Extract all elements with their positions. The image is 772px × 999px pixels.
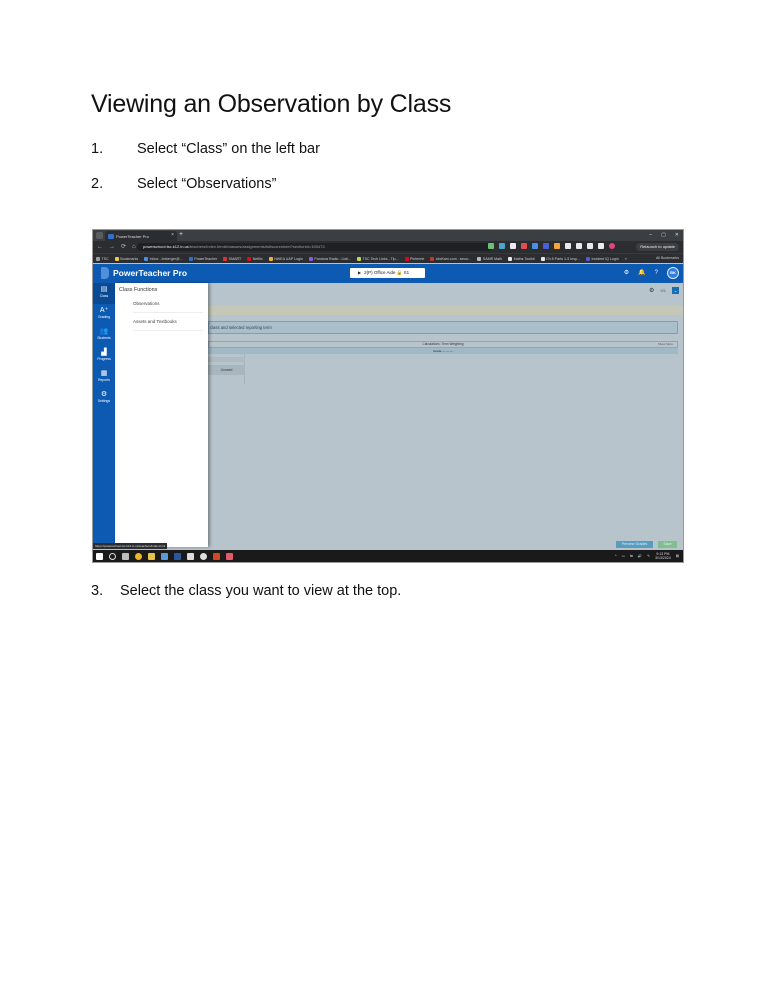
bookmark[interactable] [269, 257, 303, 261]
word-icon[interactable] [174, 553, 181, 560]
url-host: powerschool.tsc.k12.in.us [143, 244, 189, 249]
step-text: Select the class you want to view at the top. [120, 583, 402, 599]
class-selector[interactable] [350, 268, 425, 278]
flyout-title: Class Functions [119, 287, 158, 293]
powerteacher-favicon-icon [108, 234, 114, 239]
sidebar-item-label: Settings [97, 399, 111, 403]
reload-icon[interactable]: ⟳ [121, 244, 127, 250]
windows-start-icon[interactable] [96, 553, 103, 560]
calculation-bar [208, 341, 678, 348]
app-header [93, 264, 683, 283]
date: 3/13/2024 [655, 556, 671, 560]
show-more-link[interactable]: Show More [657, 342, 673, 346]
play-icon: ▶ [358, 270, 362, 275]
bookmark[interactable] [405, 257, 425, 261]
notification-icon[interactable]: ▤ [675, 554, 679, 558]
minimize-icon[interactable]: – [649, 232, 653, 238]
tab-search-icon[interactable] [96, 232, 103, 239]
bookmark[interactable] [96, 257, 109, 261]
class-selector-value: 2(P) Office Aide [364, 270, 396, 275]
document-icon [541, 257, 545, 261]
extension-icon[interactable] [576, 243, 582, 249]
notice-bar [208, 306, 684, 315]
panel-label: Unused [208, 365, 245, 375]
bookmark-label: Netflix [252, 256, 263, 261]
bookmark-label: TSC [101, 256, 109, 261]
sidebar-item-progress[interactable] [93, 346, 115, 367]
grading-icon: A⁺ [99, 307, 109, 314]
bookmark-label: Incident IQ Login [591, 256, 619, 261]
step-number: 2. [91, 176, 104, 192]
gear-icon: ⚙ [100, 391, 108, 398]
tab-title: PowerTeacher Pro [116, 233, 149, 239]
sidebar-item-label: Class [99, 294, 109, 298]
main-content-overlay [208, 283, 684, 548]
system-tray [615, 552, 679, 560]
chrome-icon[interactable] [135, 553, 142, 560]
bookmark[interactable] [115, 257, 138, 261]
snipping-tool-icon[interactable] [226, 553, 233, 560]
bookmark-label: Bookmarks [120, 256, 139, 261]
pandora-icon [309, 257, 313, 261]
file-explorer-icon[interactable] [148, 553, 155, 560]
extension-icon[interactable] [587, 243, 593, 249]
home-icon[interactable]: ⌂ [132, 244, 136, 250]
settings-icon[interactable]: ⚙ [623, 270, 630, 276]
sidebar-item-label: Progress [97, 357, 111, 361]
bookmark-icon [477, 257, 481, 261]
chevron-down-icon[interactable]: ⌄ [673, 288, 678, 293]
calculator-icon[interactable] [187, 553, 194, 560]
link-icon [357, 257, 361, 261]
bookmark-icon [430, 257, 434, 261]
app-sidebar [93, 283, 115, 548]
grade-header: Grade — — — [208, 348, 678, 354]
bookmark-label: SMART [228, 256, 242, 261]
bookmark-label: Ch 8 Parts 1-5 Insp... [546, 256, 581, 261]
bookmark-label: SAMR Math [482, 256, 503, 261]
smart-icon [223, 257, 227, 261]
sidebar-item-label: Students [97, 336, 111, 340]
extension-icon[interactable] [488, 243, 494, 249]
extension-icon[interactable] [510, 243, 516, 249]
task-view-icon[interactable] [122, 553, 129, 560]
star-icon [115, 257, 119, 261]
notifications-bell-icon[interactable]: 🔔 [638, 270, 646, 276]
grade-panel [208, 354, 245, 384]
powerteacher-icon [189, 257, 193, 261]
bookmark[interactable] [189, 257, 217, 261]
pen-icon[interactable]: ✎ [647, 554, 651, 558]
app-title: PowerTeacher Pro [113, 268, 188, 278]
progress-chart-icon: ▟ [101, 349, 107, 356]
all-bookmarks-button[interactable]: All Bookmarks [656, 256, 679, 260]
bookmark-label: Inbox - bnberger@... [149, 256, 183, 261]
sidebar-item-students[interactable] [93, 325, 115, 346]
lock-icon: 🔒 [396, 270, 404, 275]
close-window-icon[interactable]: ✕ [674, 232, 679, 238]
extension-icon[interactable] [521, 243, 527, 249]
address-bar[interactable] [137, 243, 492, 251]
bookmark-label: Pandora Radio - Listi... [314, 256, 351, 261]
time: 9:13 PM [656, 552, 670, 556]
calculation-label: Calculations: Term Weighting [422, 342, 464, 346]
extension-icon[interactable] [565, 243, 571, 249]
sidebar-item-label: Grading [97, 315, 111, 319]
preview-grades-button[interactable]: Preview Grades [616, 541, 653, 548]
bookmark[interactable] [357, 257, 399, 261]
sidebar-item-class[interactable] [93, 283, 115, 304]
bookmark[interactable] [541, 257, 580, 261]
bookmark[interactable] [144, 257, 183, 261]
extension-icon[interactable] [532, 243, 538, 249]
bookmark[interactable] [223, 257, 241, 261]
relaunch-to-update-button[interactable]: Relaunch to update [636, 243, 679, 251]
bookmark-label: NWEA UAP Login [274, 256, 303, 261]
extension-icons [488, 243, 615, 249]
forward-icon[interactable]: → [109, 244, 115, 250]
browser-tab-strip [93, 230, 683, 241]
network-icon[interactable]: ⇆ [629, 554, 633, 558]
class-icon: ▤ [100, 286, 108, 293]
sidebar-item-label: Reports [98, 378, 110, 382]
bookmark-label: TSC Tech Links - Tip... [362, 256, 399, 261]
clock[interactable] [655, 552, 671, 560]
back-icon[interactable]: ← [97, 244, 103, 250]
folder-icon [96, 257, 100, 261]
help-icon[interactable]: ? [654, 270, 658, 276]
sidebar-item-grading[interactable] [93, 304, 115, 325]
panel-row [208, 357, 245, 362]
user-avatar[interactable]: BK [667, 267, 679, 279]
browser-tab[interactable] [105, 231, 177, 241]
bookmark[interactable] [477, 257, 502, 261]
tray-overflow-icon[interactable]: ^ [614, 554, 617, 558]
extension-icon[interactable] [543, 243, 549, 249]
extension-icon[interactable] [554, 243, 560, 249]
students-icon: 👥 [99, 328, 109, 335]
bookmark-label: abcKam.com : secur... [435, 256, 472, 261]
bookmark[interactable] [309, 257, 351, 261]
menu-item-assets-and-textbooks[interactable]: Assets and Textbooks [133, 319, 203, 331]
toolbar-count: 0/1 [660, 288, 666, 293]
status-bar-url: https://powerschool.tsc.k12.in.us/teachers/index.html [95, 544, 166, 548]
save-button[interactable]: Save [658, 541, 677, 548]
mail-icon [144, 257, 148, 261]
reports-icon: ▦ [100, 370, 108, 377]
document-title: Viewing an Observation by Class [91, 90, 452, 118]
bookmarks-bar [93, 253, 683, 263]
powerteacher-logo-icon [101, 267, 109, 279]
profile-icon[interactable] [609, 243, 615, 249]
sidebar-item-settings[interactable] [93, 388, 115, 409]
bookmark[interactable] [586, 257, 619, 261]
bookmark-label: Maths Toolkit [513, 256, 535, 261]
bookmarks-overflow[interactable]: » [624, 256, 627, 261]
menu-item-observations[interactable]: Observations [133, 301, 203, 313]
info-message: class and selected reporting term [208, 321, 678, 334]
class-functions-flyout [115, 283, 208, 547]
nwea-icon [269, 257, 273, 261]
bookmark-label: Pinterest [410, 256, 425, 261]
search-icon[interactable] [109, 553, 116, 560]
app-icon[interactable] [161, 553, 168, 560]
bookmark[interactable] [508, 257, 534, 261]
url-path: /teachers/index.html#/classes/assignments/fullscoresheet?sectionId=155473 [188, 244, 325, 249]
netflix-icon [247, 257, 251, 261]
step-text: Select “Observations” [137, 176, 277, 192]
pinterest-icon [405, 257, 409, 261]
powerpoint-icon[interactable] [213, 553, 220, 560]
app-icon[interactable] [200, 553, 207, 560]
battery-icon[interactable]: ▭ [621, 554, 625, 558]
step-text: Select “Class” on the left bar [137, 141, 320, 157]
windows-taskbar [93, 550, 683, 563]
extension-icon[interactable] [499, 243, 505, 249]
term-label: S1 [403, 270, 410, 275]
close-tab-icon[interactable]: × [171, 232, 174, 238]
bookmark[interactable] [430, 257, 471, 261]
new-tab-button[interactable]: + [179, 231, 184, 238]
browser-toolbar [93, 241, 683, 253]
incident-iq-icon [586, 257, 590, 261]
step-number: 3. [91, 583, 104, 599]
bookmark-label: PowerTeacher [194, 256, 218, 261]
sidebar-toggle-icon[interactable] [598, 243, 604, 249]
window-controls [649, 231, 679, 239]
embedded-screenshot [92, 229, 684, 563]
volume-icon[interactable]: 🔊 [637, 554, 643, 558]
step-number: 1. [91, 141, 104, 157]
maximize-icon[interactable]: ▢ [661, 232, 666, 238]
document-icon [508, 257, 512, 261]
gear-icon[interactable]: ⚙ [649, 288, 655, 294]
bookmark[interactable] [247, 257, 263, 261]
sidebar-item-reports[interactable] [93, 367, 115, 388]
